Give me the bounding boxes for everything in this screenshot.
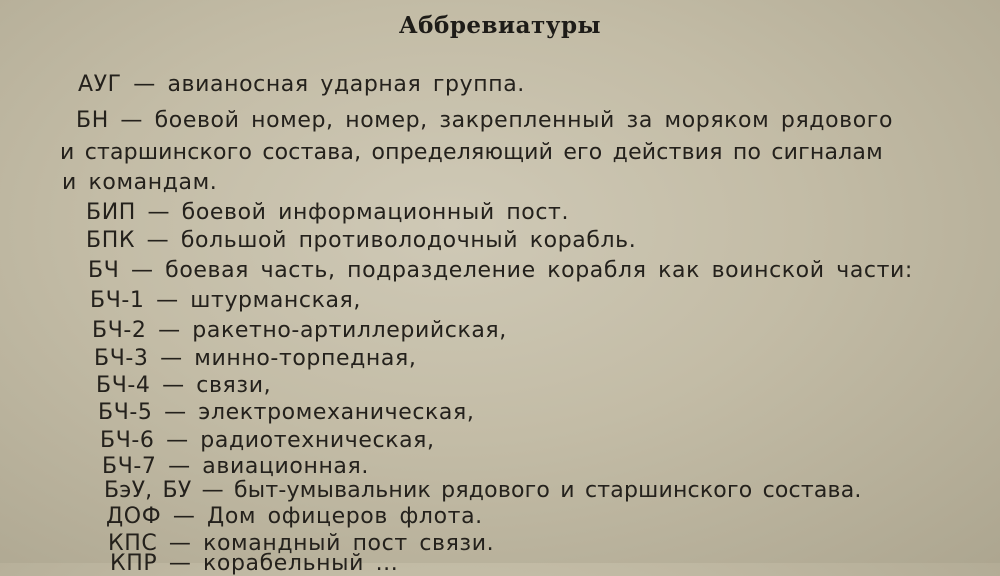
entry-bch-6: БЧ-6 — радиотехническая, bbox=[100, 428, 435, 453]
entry-bch-2: БЧ-2 — ракетно-артиллерийская, bbox=[92, 318, 507, 343]
entry-bpk: БПК — большой противолодочный корабль. bbox=[86, 228, 637, 253]
page-title: Аббревиатуры bbox=[398, 12, 602, 39]
entry-bch-4: БЧ-4 — связи, bbox=[96, 373, 272, 398]
entry-bn-continued-2: и командам. bbox=[62, 170, 218, 195]
entry-bch-7: БЧ-7 — авиационная. bbox=[102, 454, 369, 479]
entry-bn-continued-1: и старшинского состава, определяющий его действия по сигналам bbox=[60, 140, 883, 165]
entry-dof: ДОФ — Дом офицеров флота. bbox=[106, 504, 483, 529]
entry-bip: БИП — боевой информационный пост. bbox=[86, 200, 570, 225]
entry-beu-bu: БэУ, БУ — быт-умывальник рядового и старшинского состава. bbox=[104, 478, 862, 503]
entry-bch-3: БЧ-3 — минно-торпедная, bbox=[94, 346, 417, 371]
entry-aug: АУГ — авианосная ударная группа. bbox=[78, 72, 525, 97]
entry-bch-1: БЧ-1 — штурманская, bbox=[90, 288, 361, 313]
entry-kps: КПС — командный пост связи. bbox=[108, 531, 495, 556]
entry-bch: БЧ — боевая часть, подразделение корабля как воинской части: bbox=[88, 258, 913, 283]
entry-bch-5: БЧ-5 — электромеханическая, bbox=[98, 400, 475, 425]
entry-bn: БН — боевой номер, номер, закрепленный за моряком рядового bbox=[76, 108, 894, 133]
entry-kpr-partial: КПР — корабельный ... bbox=[110, 551, 399, 576]
